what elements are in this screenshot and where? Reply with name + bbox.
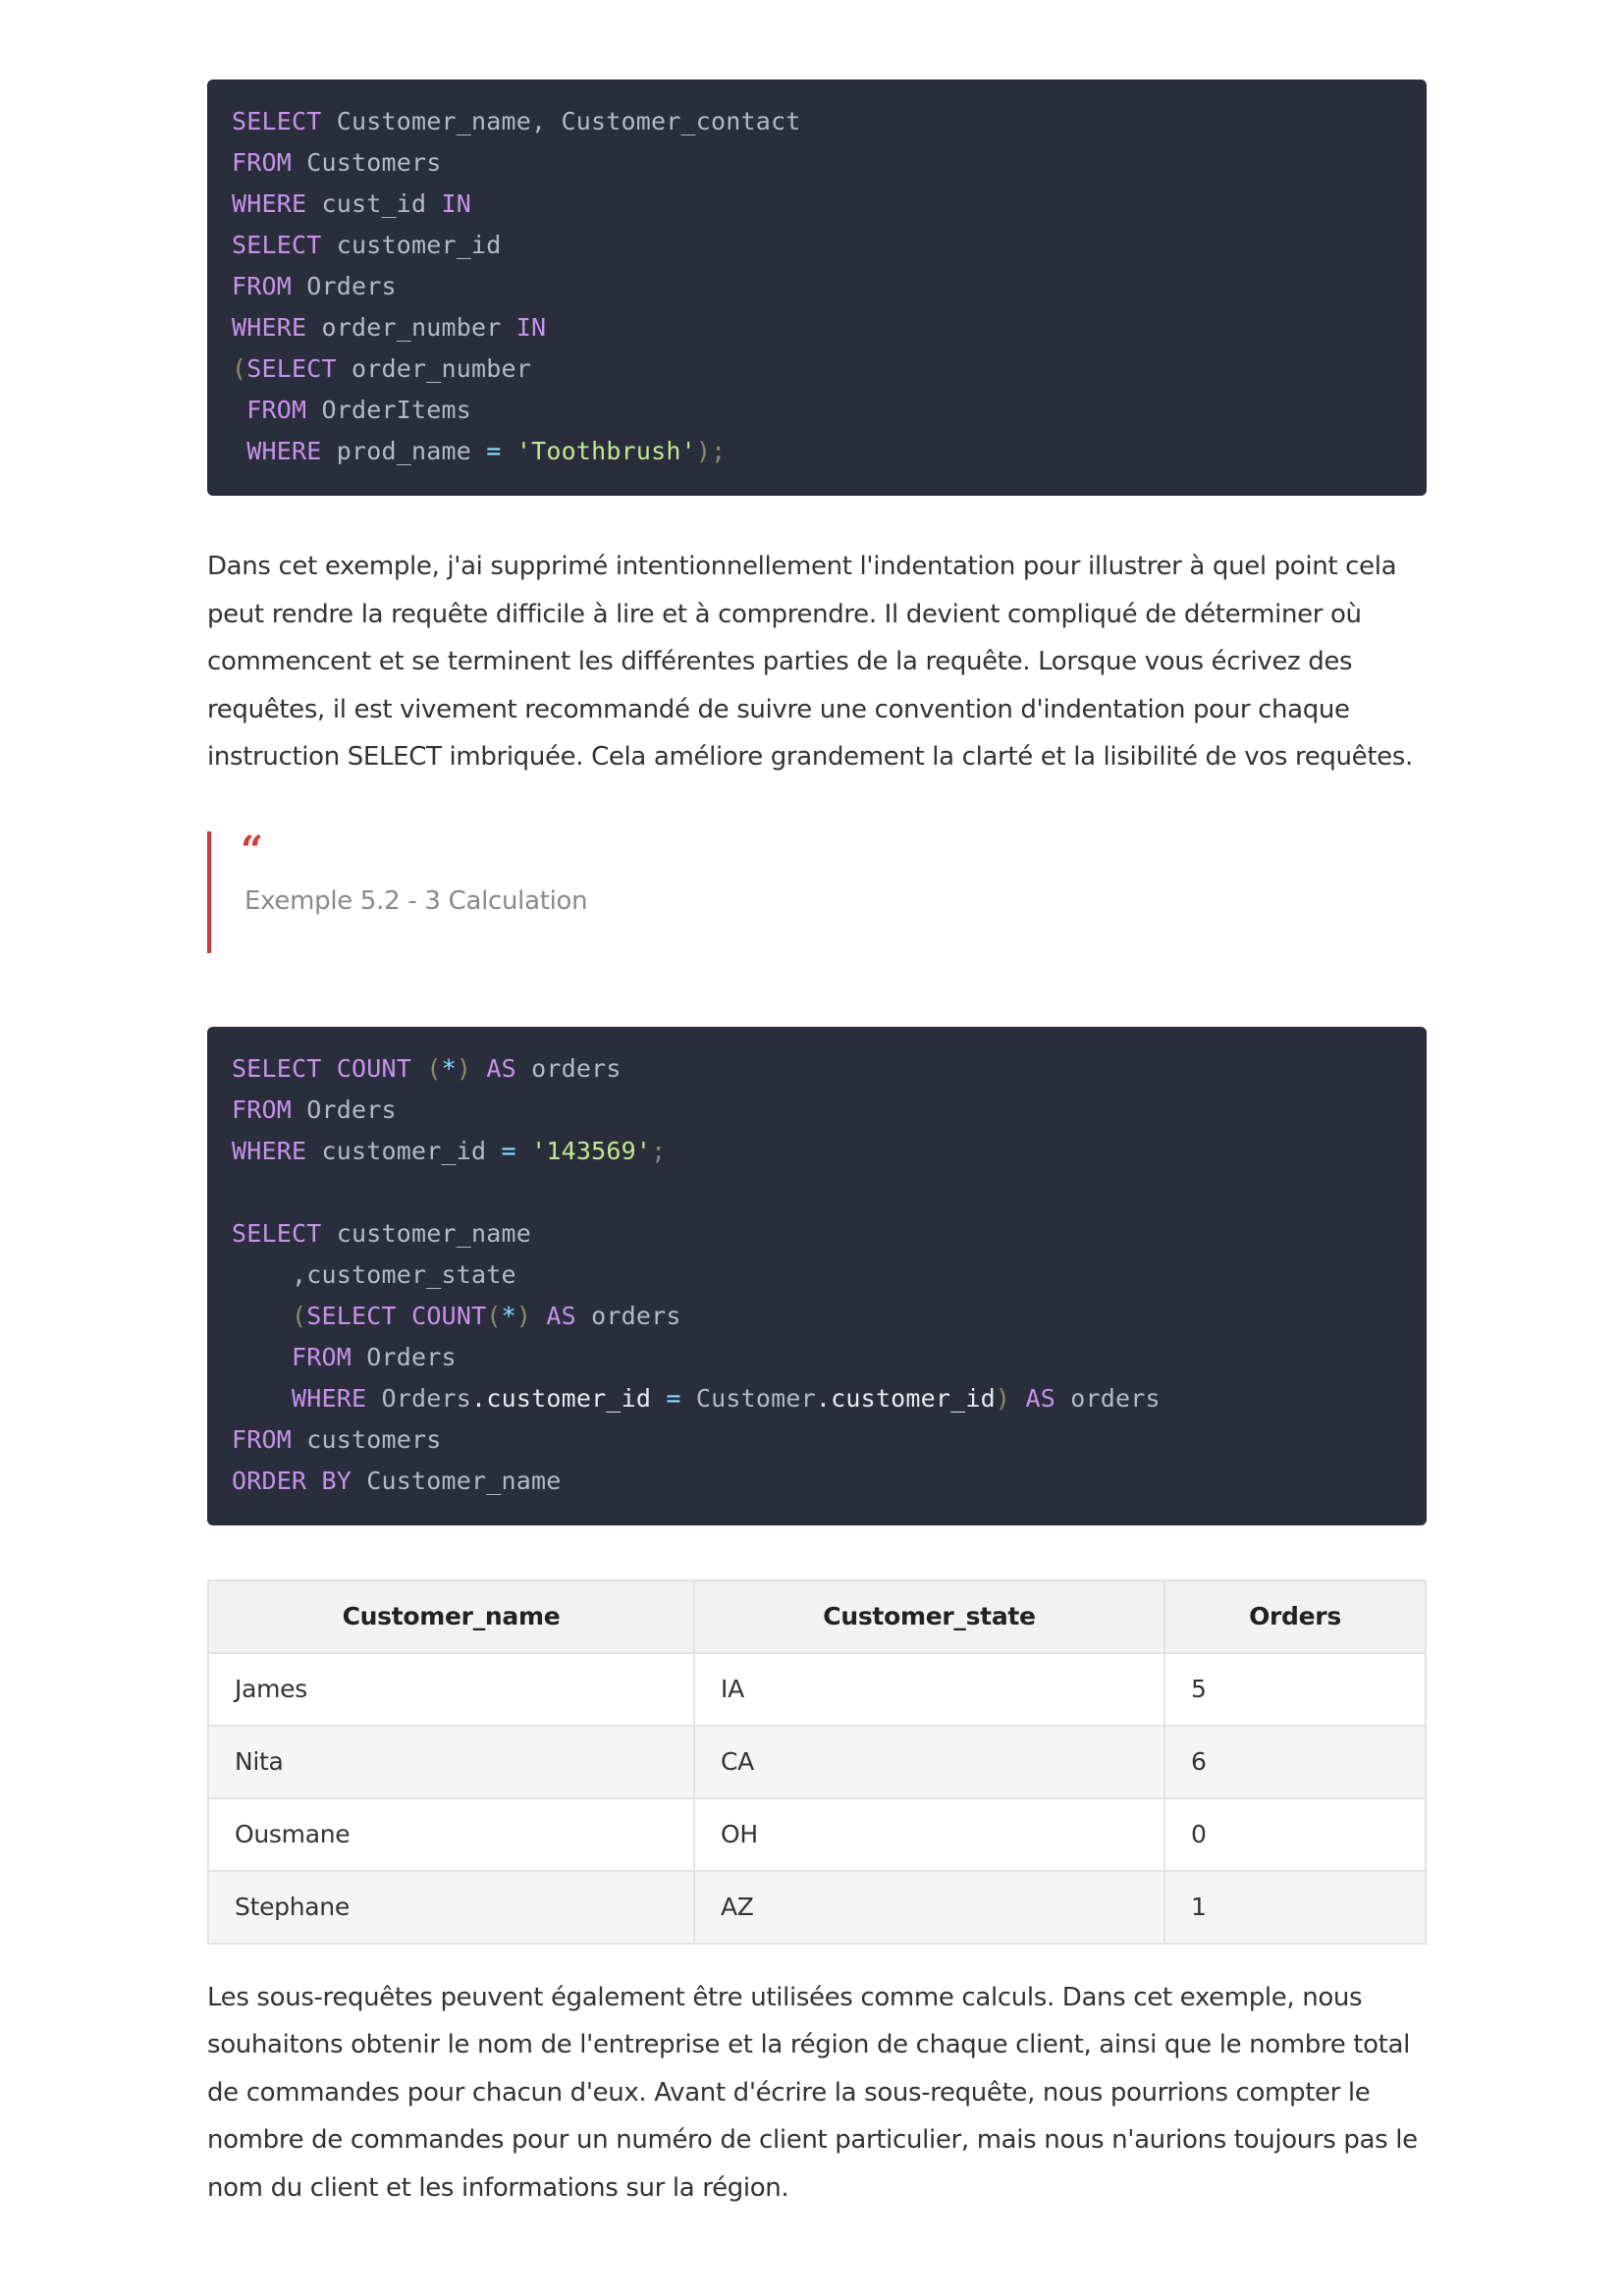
code-token [516,1137,531,1165]
code-token: AS [1025,1383,1055,1413]
cell-customer-state: OH [694,1798,1164,1871]
code-line [232,1131,1402,1172]
code-token: COUNT [411,1301,487,1330]
code-token: Customer_name, Customer_contact [321,107,801,135]
code-token: FROM [232,272,293,300]
code-line [232,1337,1402,1378]
code-token: SELECT [232,1053,322,1083]
code-token: orders [575,1301,681,1330]
code-token: cust_id [306,189,442,218]
code-token [232,1343,292,1371]
code-token: WHERE [246,437,322,465]
code-token: ( [486,1301,502,1330]
code-token: IN [515,313,547,342]
table-row [208,1653,1426,1726]
code-block-calculation [207,1027,1427,1525]
code-line [232,1172,1402,1213]
code-token: COUNT [336,1053,412,1083]
quote-text: Exemple 5.2 - 3 Calculation [244,885,588,916]
code-token [531,1302,546,1330]
code-token [397,1302,411,1330]
code-token: order_number [306,313,516,342]
code-line [232,307,1402,348]
code-token: SELECT [232,107,322,135]
code-token [651,1384,666,1413]
code-token: 'Toothbrush' [515,437,696,465]
cell-orders: 6 [1164,1726,1426,1798]
code-token: AS [486,1053,516,1083]
code-token: AS [546,1301,576,1330]
code-line [232,184,1402,225]
code-token: customer_id [306,1136,502,1165]
code-line [232,390,1402,431]
code-token: SELECT [232,231,322,259]
code-line [232,1048,1402,1090]
table-header-row [208,1580,1426,1653]
code-token: WHERE [292,1383,367,1413]
document-page [207,80,1427,2212]
code-token: ( [232,354,247,383]
code-token: = [501,1136,516,1165]
code-line [232,1378,1402,1419]
code-token: customer_id [321,231,502,259]
code-token: prod_name [321,437,487,465]
code-token [1010,1384,1025,1413]
code-token: customer_id [486,1383,652,1413]
code-token [232,1384,292,1413]
code-token: = [666,1383,681,1413]
code-line [232,142,1402,184]
cell-orders: 1 [1164,1871,1426,1944]
code-token: orders [515,1053,622,1083]
code-line [232,1213,1402,1255]
table-row [208,1726,1426,1798]
code-token: Orders [292,1095,397,1124]
cell-customer-name: Nita [208,1726,694,1798]
paragraph-calculations: Les sous-requêtes peuvent également être utilisées comme calculs. Dans cet exemple, nous souhaitons obtenir le nom de l'entreprise et la région de chaque client, ainsi que le nombre total de commandes pour chacun d'eux. Avant d'écrire la sous-requête, nous pourrions compter le nombre de commandes pour un numéro de client particulier, mais nous n'aurions toujours pas le nom du client et les informations sur la région. [207,1982,1418,2203]
code-token: FROM [232,1095,293,1124]
cell-customer-name: Stephane [208,1871,694,1944]
code-token: customers [292,1424,442,1454]
code-token: SELECT [306,1301,397,1330]
code-token: '143569' [531,1136,652,1165]
quote-mark-icon: “ [241,827,264,874]
code-token: FROM [232,1424,293,1454]
code-token [322,1054,337,1083]
cell-orders: 5 [1164,1653,1426,1726]
cell-customer-name: James [208,1653,694,1726]
code-line [232,1419,1402,1461]
results-table [207,1579,1427,1945]
code-line [232,431,1402,472]
code-block-subquery [207,80,1427,496]
code-token: ; [651,1136,667,1165]
code-token: . [471,1383,487,1413]
code-line [232,101,1402,142]
code-token [502,437,516,465]
code-line [232,1296,1402,1337]
code-line [232,1090,1402,1131]
code-token: ) [456,1053,472,1083]
code-token: ( [292,1301,307,1330]
code-token: ) [995,1383,1011,1413]
cell-customer-state: AZ [694,1871,1164,1944]
code-token: ( [426,1053,442,1083]
code-token: WHERE [232,1136,307,1165]
code-token: = [486,437,502,465]
code-token: Customers [292,148,442,177]
code-line [232,1255,1402,1296]
cell-customer-state: CA [694,1726,1164,1798]
paragraph-indentation: Dans cet exemple, j'ai supprimé intentionnellement l'indentation pour illustrer à quel point cela peut rendre la requête difficile à lire et à comprendre. Il devient compliqué de déterminer où commencent et se terminent les différentes parties de la requête. Lorsque vous écrivez des requêtes, il est vivement recommandé de suivre une convention d'indentation pour chaque instruction SELECT imbriquée. Cela améliore grandement la clarté et la lisibilité de vos requêtes. [207,552,1413,772]
code-token: . [815,1383,832,1413]
code-token: Orders [292,272,397,300]
table-row [208,1798,1426,1871]
code-token: IN [441,189,472,218]
code-token: WHERE [232,313,307,342]
table-row [208,1871,1426,1944]
code-token: SELECT [246,354,337,383]
code-token: customer_id [831,1383,996,1413]
column-header-orders: Orders [1164,1580,1426,1653]
code-token: Orders [366,1383,472,1413]
code-token: Customer_name [352,1466,562,1495]
code-token: orders [1055,1383,1161,1413]
code-token: ) [515,1301,532,1330]
blockquote [207,827,1427,953]
column-header-customer-name: Customer_name [208,1580,694,1653]
code-line [232,1461,1402,1502]
code-token [471,1054,486,1083]
code-line [232,348,1402,390]
code-token: ); [695,437,727,465]
code-token: FROM [246,396,307,424]
code-token: WHERE [232,189,307,218]
cell-orders: 0 [1164,1798,1426,1871]
code-token: OrderItems [306,396,472,424]
code-token [232,437,246,465]
code-token: * [501,1301,516,1330]
cell-customer-state: IA [694,1653,1164,1726]
code-token: * [441,1053,457,1083]
code-token [411,1054,426,1083]
code-token: FROM [292,1342,352,1371]
code-token: customer_name [321,1218,532,1248]
code-token: SELECT [232,1218,322,1248]
code-token: order_number [336,354,532,383]
code-token: ,customer_state [232,1259,516,1289]
column-header-customer-state: Customer_state [694,1580,1164,1653]
code-token: Customer [680,1383,816,1413]
code-line [232,266,1402,307]
code-line [232,225,1402,266]
code-token: ORDER BY [232,1466,352,1495]
code-token: FROM [232,148,293,177]
cell-customer-name: Ousmane [208,1798,694,1871]
code-token [232,1302,292,1330]
code-token [232,396,246,424]
code-token: Orders [352,1342,457,1371]
